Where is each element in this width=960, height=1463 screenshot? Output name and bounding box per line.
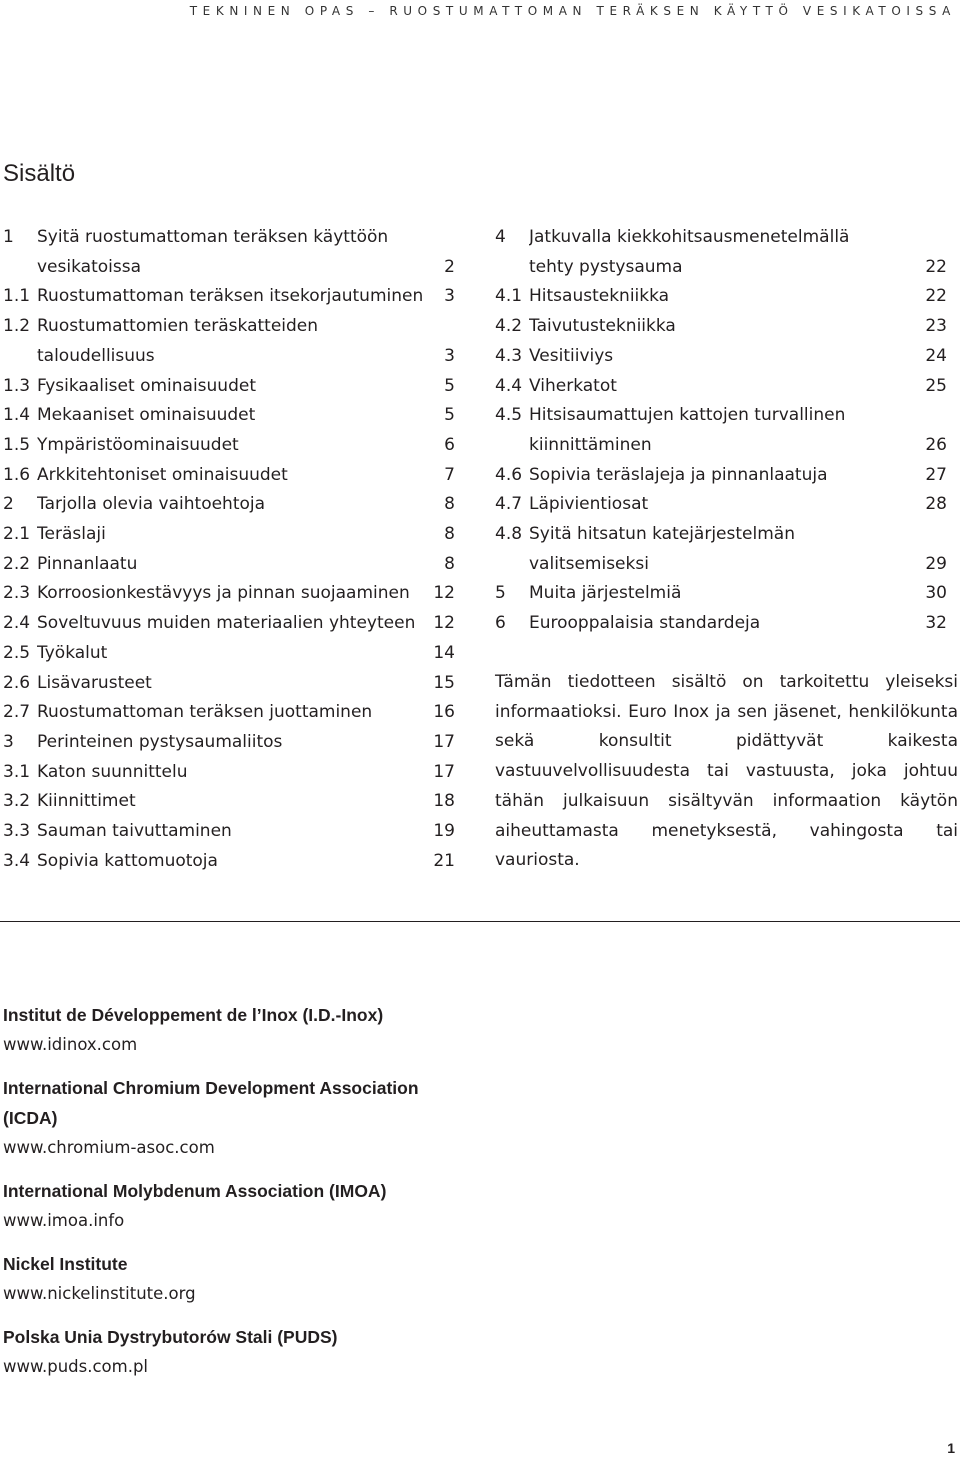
- toc-entry: [3, 312, 455, 371]
- toc-entry-title: Hitsisaumattujen kattojen turvallinen kiinnittäminen: [529, 405, 846, 455]
- toc-entry: [3, 520, 455, 550]
- organizations-list: [3, 1000, 703, 1395]
- toc-entry-page: 15: [433, 672, 455, 693]
- organization-entry: [3, 1000, 703, 1060]
- toc-entry-page: 3: [444, 286, 455, 307]
- toc-entry: [495, 461, 947, 491]
- toc-entry-title: Kiinnittimet: [37, 791, 136, 812]
- toc-entry: [495, 520, 947, 579]
- toc-entry-number: 3.1: [3, 761, 31, 782]
- toc-entry: [3, 490, 455, 520]
- toc-entry-page: 17: [433, 761, 455, 782]
- toc-entry-page: 25: [925, 375, 947, 396]
- organization-url[interactable]: www.puds.com.pl: [3, 1357, 149, 1376]
- toc-entry-title: Soveltuvuus muiden materiaalien yhteyteen: [37, 613, 416, 634]
- disclaimer-text: Tämän tiedotteen sisältö on tarkoitettu yleiseksi informaatioksi. Euro Inox ja sen jäsenet, henkilökunta sekä konsultit pidättyvät kaikesta vastuuvelvollisuudesta tai vastuusta, joka johtuu tähän julkaisuun sisältyvän informaation käytön aiheuttamasta menetyksestä, vahingosta tai vauriosta.: [495, 672, 958, 871]
- toc-entry-page: 23: [925, 316, 947, 337]
- toc-entry-title: Ympäristöominaisuudet: [37, 434, 239, 455]
- toc-right-column: [495, 223, 947, 639]
- toc-entry-page: 5: [444, 405, 455, 426]
- toc-entry-number: 2.4: [3, 613, 31, 634]
- toc-entry: [3, 282, 455, 312]
- toc-entry-title: Fysikaaliset ominaisuudet: [37, 375, 256, 396]
- toc-entry-title: Läpivientiosat: [529, 494, 649, 515]
- toc-entry-title: Vesitiiviys: [529, 345, 614, 366]
- toc-entry-title: Työkalut: [37, 642, 108, 663]
- toc-entry-page: 7: [444, 464, 455, 485]
- toc-entry-number: 4.8: [495, 524, 523, 545]
- toc-entry-number: 2.7: [3, 702, 31, 723]
- toc-entry-page: 28: [925, 494, 947, 515]
- toc-entry-title: Teräslaji: [37, 524, 106, 545]
- organization-url[interactable]: www.idinox.com: [3, 1035, 138, 1054]
- toc-entry-number: 2.3: [3, 583, 31, 604]
- toc-entry-number: 3: [3, 731, 14, 752]
- toc-entry-page: 16: [433, 702, 455, 723]
- organization-name: Nickel Institute: [3, 1254, 128, 1274]
- toc-entry-number: 1.2: [3, 316, 31, 337]
- toc-entry-page: 17: [433, 731, 455, 752]
- toc-entry-number: 3.3: [3, 821, 31, 842]
- toc-entry-number: 3.4: [3, 850, 31, 871]
- toc-entry-title: Arkkitehtoniset ominaisuudet: [37, 464, 288, 485]
- toc-entry: [3, 431, 455, 461]
- toc-entry-title: Katon suunnittelu: [37, 761, 188, 782]
- toc-entry-number: 4.7: [495, 494, 523, 515]
- toc-entry-page: 14: [433, 642, 455, 663]
- organization-name: Polska Unia Dystrybutorów Stali (PUDS): [3, 1327, 338, 1347]
- toc-entry-title: Mekaaniset ominaisuudet: [37, 405, 256, 426]
- toc-entry-number: 4.4: [495, 375, 523, 396]
- toc-entry-number: 1.1: [3, 286, 31, 307]
- toc-entry-title: Sopivia kattomuotoja: [37, 850, 218, 871]
- organization-url[interactable]: www.imoa.info: [3, 1211, 125, 1230]
- toc-entry: [3, 223, 455, 282]
- toc-entry-number: 1.3: [3, 375, 31, 396]
- toc-entry-page: 21: [433, 850, 455, 871]
- toc-entry-number: 5: [495, 583, 506, 604]
- divider: [0, 921, 960, 922]
- toc-entry-title: Perinteinen pystysaumaliitos: [37, 731, 283, 752]
- toc-entry: [3, 847, 455, 877]
- toc-entry-title: Muita järjestelmiä: [529, 583, 682, 604]
- toc-entry: [495, 490, 947, 520]
- toc-entry-page: 22: [925, 286, 947, 307]
- toc-entry-page: 29: [925, 553, 947, 574]
- toc-entry-title: Taivutustekniikka: [529, 316, 676, 337]
- toc-entry: [3, 609, 455, 639]
- toc-entry: [3, 550, 455, 580]
- toc-entry-page: 26: [925, 434, 947, 455]
- toc-entry-number: 2.1: [3, 524, 31, 545]
- toc-entry-title: Syitä hitsatun katejärjestelmän valitsemiseksi: [529, 524, 795, 574]
- toc-entry-title: Ruostumattomien teräskatteiden taloudellisuus: [37, 316, 319, 366]
- organization-url[interactable]: www.nickelinstitute.org: [3, 1284, 196, 1303]
- toc-entry-page: 3: [444, 345, 455, 366]
- toc-entry: [3, 817, 455, 847]
- toc-entry: [495, 312, 947, 342]
- toc-entry: [3, 579, 455, 609]
- toc-entry-number: 2.2: [3, 553, 31, 574]
- toc-entry-title: Lisävarusteet: [37, 672, 152, 693]
- toc-entry-page: 19: [433, 821, 455, 842]
- toc-entry-number: 3.2: [3, 791, 31, 812]
- toc-entry: [495, 609, 947, 639]
- toc-entry-page: 22: [925, 256, 947, 277]
- toc-entry-number: 2.6: [3, 672, 31, 693]
- toc-entry-page: 27: [925, 464, 947, 485]
- toc-entry-page: 8: [444, 524, 455, 545]
- toc-entry-number: 4.2: [495, 316, 523, 337]
- toc-entry: [3, 639, 455, 669]
- toc-entry-title: Hitsaustekniikka: [529, 286, 670, 307]
- toc-entry: [495, 401, 947, 460]
- page-title: Sisältö: [3, 160, 76, 187]
- toc-entry-title: Sauman taivuttaminen: [37, 821, 232, 842]
- toc-entry: [495, 342, 947, 372]
- toc-entry: [3, 461, 455, 491]
- toc-entry: [3, 372, 455, 402]
- organization-name: International Chromium Development Association (ICDA): [3, 1078, 419, 1128]
- toc-entry-number: 6: [495, 613, 506, 634]
- toc-entry-title: Syitä ruostumattoman teräksen käyttöön vesikatoissa: [37, 227, 389, 277]
- toc-entry-number: 2.5: [3, 642, 31, 663]
- toc-entry: [495, 579, 947, 609]
- page-number: 1: [947, 1440, 955, 1456]
- toc-entry-number: 2: [3, 494, 14, 515]
- toc-entry: [3, 758, 455, 788]
- toc-entry-title: Jatkuvalla kiekkohitsausmenetelmällä tehty pystysauma: [529, 227, 850, 277]
- toc-entry-number: 4: [495, 227, 506, 247]
- running-header: TEKNINEN OPAS – RUOSTUMATTOMAN TERÄKSEN KÄYTTÖ VESIKATOISSA: [189, 4, 956, 18]
- toc-entry: [495, 223, 947, 282]
- organization-url[interactable]: www.chromium-asoc.com: [3, 1138, 215, 1157]
- toc-entry-page: 12: [433, 613, 455, 634]
- toc-entry-page: 8: [444, 494, 455, 515]
- toc-entry-page: 5: [444, 375, 455, 396]
- toc-entry-page: 32: [925, 613, 947, 634]
- toc-entry: [3, 401, 455, 431]
- toc-entry-title: Eurooppalaisia standardeja: [529, 613, 761, 634]
- toc-entry-number: 1: [3, 227, 14, 247]
- organization-entry: [3, 1249, 703, 1309]
- toc-entry-page: 24: [925, 345, 947, 366]
- toc-entry: [3, 698, 455, 728]
- organization-entry: [3, 1176, 703, 1236]
- organization-name: Institut de Développement de l’Inox (I.D.-Inox): [3, 1005, 384, 1025]
- toc-entry-page: 8: [444, 553, 455, 574]
- toc-entry-number: 1.5: [3, 434, 31, 455]
- organization-name: International Molybdenum Association (IMOA): [3, 1181, 387, 1201]
- toc-entry-number: 4.3: [495, 345, 523, 366]
- organization-entry: [3, 1073, 703, 1163]
- toc-entry-title: Ruostumattoman teräksen itsekorjautuminen: [37, 286, 424, 307]
- toc-entry-page: 6: [444, 434, 455, 455]
- toc-entry-title: Korroosionkestävyys ja pinnan suojaaminen: [37, 583, 410, 604]
- toc-entry: [3, 669, 455, 699]
- toc-entry-title: Ruostumattoman teräksen juottaminen: [37, 702, 373, 723]
- toc-entry: [495, 372, 947, 402]
- toc-entry-number: 4.1: [495, 286, 523, 307]
- toc-left-column: [3, 223, 455, 876]
- toc-entry-number: 1.4: [3, 405, 31, 426]
- toc-entry-title: Pinnanlaatu: [37, 553, 138, 574]
- organization-entry: [3, 1322, 703, 1382]
- toc-entry: [3, 728, 455, 758]
- toc-entry-number: 4.6: [495, 464, 523, 485]
- toc-entry-title: Tarjolla olevia vaihtoehtoja: [37, 494, 266, 515]
- toc-entry-title: Sopivia teräslajeja ja pinnanlaatuja: [529, 464, 828, 485]
- toc-entry-page: 2: [444, 256, 455, 277]
- toc-entry-number: 1.6: [3, 464, 31, 485]
- toc-entry-page: 12: [433, 583, 455, 604]
- toc-entry: [495, 282, 947, 312]
- toc-entry-title: Viherkatot: [529, 375, 617, 396]
- toc-entry: [3, 787, 455, 817]
- toc-entry-page: 30: [925, 583, 947, 604]
- toc-entry-page: 18: [433, 791, 455, 812]
- toc-entry-number: 4.5: [495, 405, 523, 426]
